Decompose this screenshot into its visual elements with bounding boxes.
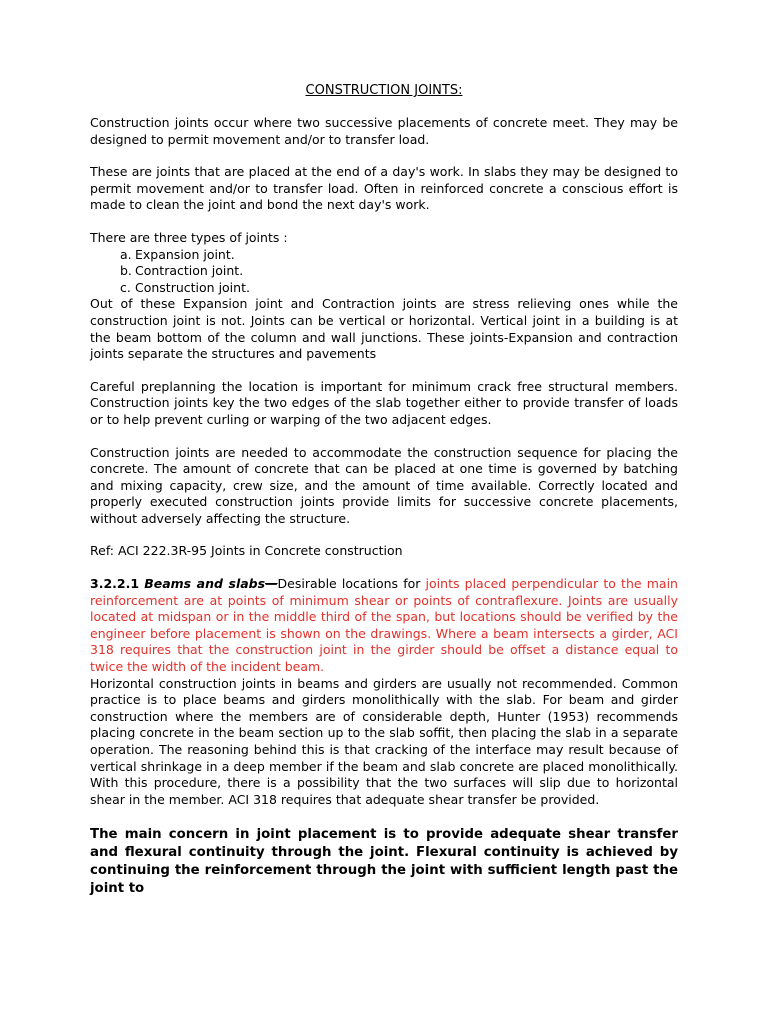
types-intro: There are three types of joints :: [90, 229, 288, 245]
joint-types-list: [90, 247, 678, 297]
list-marker: a.: [120, 246, 132, 262]
section-dash: —: [265, 576, 278, 592]
list-item-label: Contraction joint.: [135, 263, 244, 279]
red-highlighted-text: joints placed perpendicular to the main reinforcement are at points of minimum shear or points of contraflexure. Joints are usually located at midspan or in the middle third of the span, but locations should be verified by the engineer before placement is shown on the drawings. Where a beam intersects a girder, ACI 318 requires that the construction joint in the girder should be offset a distance equal to twice the width of the incident beam.: [90, 576, 678, 675]
section-beams-and-slabs: [90, 576, 678, 676]
list-item-label: Expansion joint.: [135, 246, 235, 262]
paragraph-main-concern: The main concern in joint placement is to provide adequate shear transfer and flexural continuity through the joint. Flexural continuity is achieved by continuing the reinforcement through the joint with sufficient length past the joint to: [90, 827, 678, 897]
list-item: [120, 280, 678, 297]
paragraph-horizontal-joints: Horizontal construction joints in beams and girders are usually not recommended. Common practice is to place beams and girders monolithically with the slab. For beam and girder construction where the members are of considerable depth, Hunter (1953) recommends placing concrete in the beam section up to the slab soffit, then placing the slab in a separate operation. The reasoning behind this is that cracking of the interface may result because of vertical shrinkage in a deep member if the beam and slab concrete are placed monolithically. With this procedure, there is a possibility that the two surfaces will slip due to horizontal shear in the member. ACI 318 requires that adequate shear transfer be provided.: [90, 675, 678, 807]
section-number: 3.2.2.1: [90, 576, 140, 592]
list-item: [120, 263, 678, 280]
section-heading: Beams and slabs: [144, 576, 266, 592]
paragraph-construction-sequence: Construction joints are needed to accommodate the construction sequence for placing the concrete. The amount of concrete that can be placed at one time is governed by batching and mixing capacity, crew size, and the amount of time available. Correctly located and properly executed construction joints provide limits for successive concrete placements, without adversely affecting the structure.: [90, 444, 678, 526]
list-marker: b.: [120, 263, 132, 279]
page-title: CONSTRUCTION JOINTS:: [305, 83, 463, 98]
list-item-label: Construction joint.: [135, 279, 250, 295]
reference-line: Ref: ACI 222.3R-95 Joints in Concrete construction: [90, 543, 403, 559]
paragraph-preplanning: Careful preplanning the location is important for minimum crack free structural members. Construction joints key the two edges of the slab together either to provide transfer of loads or to help prevent curling or warping of the two adjacent edges.: [90, 378, 678, 427]
paragraph-days-work: These are joints that are placed at the end of a day's work. In slabs they may be designed to permit movement and/or to transfer load. Often in reinforced concrete a conscious effort is made to clean the joint and bond the next day's work.: [90, 164, 678, 213]
list-marker: c.: [120, 279, 131, 295]
section-lead: Desirable locations for: [277, 576, 426, 592]
document-page: [90, 82, 678, 898]
paragraph-stress-relieving: Out of these Expansion joint and Contraction joints are stress relieving ones while the construction joint is not. Joints can be vertical or horizontal. Vertical joint in a building is at the beam bottom of the column and wall junctions. These joints-Expansion and contraction joints separate the structures and pavements: [90, 296, 678, 362]
list-item: [120, 247, 678, 264]
paragraph-intro: Construction joints occur where two successive placements of concrete meet. They may be designed to permit movement and/or to transfer load.: [90, 115, 678, 147]
